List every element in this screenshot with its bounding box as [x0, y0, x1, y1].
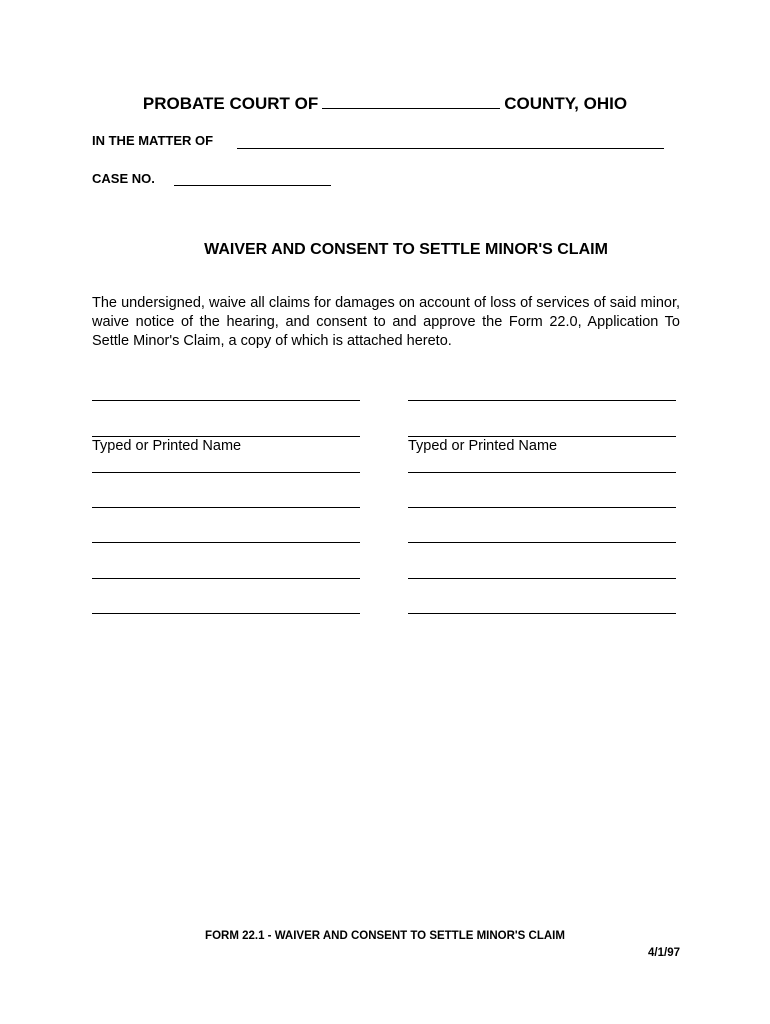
- address-line-left-5[interactable]: [92, 613, 360, 614]
- case-number-blank[interactable]: [174, 185, 331, 186]
- address-line-right-3[interactable]: [408, 542, 676, 543]
- address-line-left-3[interactable]: [92, 542, 360, 543]
- county-blank[interactable]: [322, 94, 500, 109]
- address-line-right-4[interactable]: [408, 578, 676, 579]
- address-line-left-2[interactable]: [92, 507, 360, 508]
- court-heading: [0, 94, 770, 114]
- address-line-right-1[interactable]: [408, 472, 676, 473]
- document-title: WAIVER AND CONSENT TO SETTLE MINOR'S CLAIM: [204, 241, 608, 258]
- case-number-label: CASE NO.: [92, 171, 155, 186]
- footer-revision-date: 4/1/97: [648, 947, 680, 959]
- signature-line-left-2[interactable]: [92, 436, 360, 437]
- matter-blank[interactable]: [237, 148, 664, 149]
- waiver-body-text: The undersigned, waive all claims for damages on account of loss of services of said minor, waive notice of the hearing, and consent to and approve the Form 22.0, Application To Settle Minor's Claim, a copy of which is attached hereto.: [92, 295, 680, 349]
- address-line-right-5[interactable]: [408, 613, 676, 614]
- address-line-left-4[interactable]: [92, 578, 360, 579]
- typed-name-label-left: Typed or Printed Name: [92, 438, 242, 454]
- address-line-left-1[interactable]: [92, 472, 360, 473]
- typed-name-label-right: Typed or Printed Name: [408, 438, 558, 454]
- matter-label: IN THE MATTER OF: [92, 133, 214, 148]
- court-prefix: PROBATE COURT OF: [142, 94, 319, 113]
- court-suffix: COUNTY, OHIO: [504, 94, 628, 113]
- footer-form-title: FORM 22.1 - WAIVER AND CONSENT TO SETTLE MINOR'S CLAIM: [205, 930, 565, 942]
- signature-line-right-2[interactable]: [408, 436, 676, 437]
- signature-line-left-1[interactable]: [92, 400, 360, 401]
- address-line-right-2[interactable]: [408, 507, 676, 508]
- signature-line-right-1[interactable]: [408, 400, 676, 401]
